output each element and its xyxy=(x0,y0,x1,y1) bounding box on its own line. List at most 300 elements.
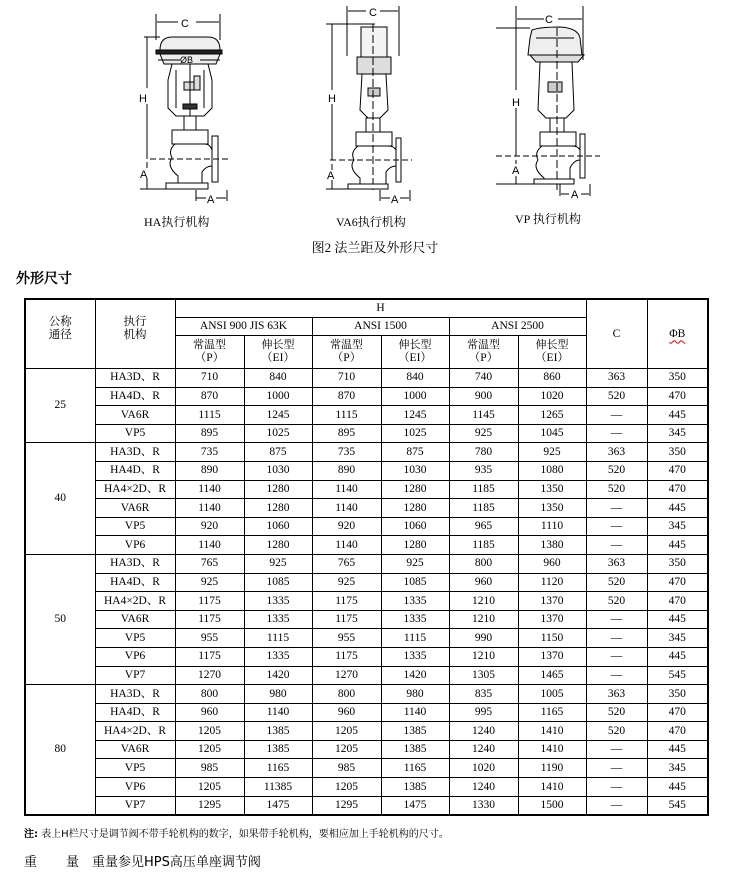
va6-actuator-drawing-icon xyxy=(326,6,412,206)
h-ansi2500-ei-cell: 960 xyxy=(518,554,586,573)
h-ansi900-ei-cell: 1280 xyxy=(244,499,312,518)
h-ansi1500-ei-cell: 1115 xyxy=(381,629,449,648)
h-ansi2500-p-cell: 1240 xyxy=(449,740,518,759)
phi-b-cell: 545 xyxy=(647,666,708,685)
h-ansi2500-p-cell: 1210 xyxy=(449,610,518,629)
header-c: C xyxy=(586,299,647,369)
actuator-cell: HA4D、R xyxy=(95,461,175,480)
table-row xyxy=(25,517,708,536)
table-row xyxy=(25,759,708,778)
h-ansi1500-p-cell: 1205 xyxy=(312,778,381,797)
h-ansi900-p-cell: 960 xyxy=(175,703,244,722)
h-ansi2500-p-cell: 1210 xyxy=(449,592,518,611)
weight-line xyxy=(24,851,261,870)
c-cell: 520 xyxy=(586,387,647,406)
h-ansi1500-ei-cell: 1335 xyxy=(381,592,449,611)
header-phi-b xyxy=(647,299,708,369)
vp-actuator-drawing-icon xyxy=(496,6,600,201)
c-cell: — xyxy=(586,610,647,629)
h-ansi2500-ei-cell: 1020 xyxy=(518,387,586,406)
h-ansi900-ei-cell: 840 xyxy=(244,369,312,388)
h-ansi1500-p-cell: 710 xyxy=(312,369,381,388)
h-ansi900-p-cell: 985 xyxy=(175,759,244,778)
h-ansi900-p-cell: 710 xyxy=(175,369,244,388)
c-cell: — xyxy=(586,536,647,555)
h-ansi2500-ei-cell: 1370 xyxy=(518,647,586,666)
h-ansi900-ei-cell: 1335 xyxy=(244,610,312,629)
table-row xyxy=(25,778,708,797)
svg-text:A: A xyxy=(391,194,399,206)
h-ansi2500-p-cell: 1240 xyxy=(449,722,518,741)
phi-b-cell: 445 xyxy=(647,536,708,555)
h-ansi2500-p-cell: 1185 xyxy=(449,499,518,518)
h-ansi900-ei-cell: 1025 xyxy=(244,424,312,443)
h-ansi900-p-cell: 895 xyxy=(175,424,244,443)
h-ansi1500-ei-cell: 1280 xyxy=(381,536,449,555)
h-ansi1500-ei-cell: 1420 xyxy=(381,666,449,685)
table-row xyxy=(25,554,708,573)
section-title: 外形尺寸 xyxy=(16,271,72,287)
h-ansi1500-ei-cell: 1280 xyxy=(381,499,449,518)
h-ansi1500-p-cell: 1205 xyxy=(312,740,381,759)
header-group-ansi2500: ANSI 2500 xyxy=(449,318,586,336)
actuator-cell: VP6 xyxy=(95,536,175,555)
h-ansi2500-p-cell: 935 xyxy=(449,461,518,480)
h-ansi900-p-cell: 920 xyxy=(175,517,244,536)
table-row xyxy=(25,387,708,406)
table-row xyxy=(25,610,708,629)
table-row xyxy=(25,424,708,443)
actuator-cell: HA4×2D、R xyxy=(95,592,175,611)
phi-b-cell: 470 xyxy=(647,592,708,611)
phi-b-cell: 470 xyxy=(647,480,708,499)
header-sub xyxy=(312,336,381,369)
ha-actuator-label: HA执行机构 xyxy=(144,215,210,229)
h-ansi2500-p-cell: 960 xyxy=(449,573,518,592)
h-ansi900-p-cell: 1175 xyxy=(175,610,244,629)
svg-text:C: C xyxy=(545,14,553,26)
h-ansi2500-ei-cell: 1005 xyxy=(518,685,586,704)
table-row xyxy=(25,369,708,388)
actuator-cell: VP7 xyxy=(95,796,175,815)
h-ansi900-p-cell: 1175 xyxy=(175,592,244,611)
svg-text:A: A xyxy=(571,189,579,201)
h-ansi2500-p-cell: 1210 xyxy=(449,647,518,666)
header-sub-code: （P） xyxy=(468,352,499,364)
actuator-cell: VA6R xyxy=(95,740,175,759)
h-ansi2500-ei-cell: 1110 xyxy=(518,517,586,536)
h-ansi1500-p-cell: 1295 xyxy=(312,796,381,815)
header-group-ansi1500: ANSI 1500 xyxy=(312,318,449,336)
weight-text: 重量参见HPS高压单座调节阀 xyxy=(92,855,261,870)
h-ansi1500-p-cell: 1175 xyxy=(312,647,381,666)
header-actuator-line1: 执行 xyxy=(123,314,147,329)
h-ansi900-ei-cell: 925 xyxy=(244,554,312,573)
h-ansi2500-ei-cell: 1350 xyxy=(518,499,586,518)
header-sub xyxy=(449,336,518,369)
phi-b-cell: 345 xyxy=(647,517,708,536)
nominal-diameter-cell: 50 xyxy=(25,554,95,684)
header-sub-type: 伸长型 xyxy=(535,338,569,352)
h-ansi900-ei-cell: 1475 xyxy=(244,796,312,815)
h-ansi2500-p-cell: 995 xyxy=(449,703,518,722)
header-actuator-line2: 机构 xyxy=(123,326,147,341)
actuator-cell: VP6 xyxy=(95,778,175,797)
phi-b-cell: 350 xyxy=(647,443,708,462)
c-cell: — xyxy=(586,796,647,815)
svg-text:H: H xyxy=(139,93,147,105)
h-ansi2500-ei-cell: 1370 xyxy=(518,592,586,611)
header-sub-code: （P） xyxy=(331,352,362,364)
svg-text:C: C xyxy=(369,7,377,19)
header-sub-type: 常温型 xyxy=(330,338,363,352)
actuator-cell: HA3D、R xyxy=(95,369,175,388)
c-cell: 363 xyxy=(586,685,647,704)
svg-text:ØB: ØB xyxy=(180,55,194,65)
valve-figure xyxy=(0,0,750,260)
h-ansi1500-p-cell: 925 xyxy=(312,573,381,592)
table-row xyxy=(25,480,708,499)
header-h: H xyxy=(175,299,586,318)
phi-b-cell: 345 xyxy=(647,424,708,443)
h-ansi900-p-cell: 800 xyxy=(175,685,244,704)
h-ansi2500-ei-cell: 1410 xyxy=(518,740,586,759)
h-ansi900-p-cell: 890 xyxy=(175,461,244,480)
header-sub-type: 伸长型 xyxy=(398,338,432,352)
h-ansi1500-p-cell: 985 xyxy=(312,759,381,778)
h-ansi2500-ei-cell: 1380 xyxy=(518,536,586,555)
c-cell: 363 xyxy=(586,554,647,573)
h-ansi900-p-cell: 1140 xyxy=(175,536,244,555)
c-cell: — xyxy=(586,740,647,759)
table-row xyxy=(25,461,708,480)
phi-b-cell: 445 xyxy=(647,406,708,425)
h-ansi900-p-cell: 1205 xyxy=(175,740,244,759)
phi-b-cell: 470 xyxy=(647,703,708,722)
actuator-cell: VA6R xyxy=(95,406,175,425)
header-group-ansi900: ANSI 900 JIS 63K xyxy=(175,318,312,336)
h-ansi900-ei-cell: 1385 xyxy=(244,740,312,759)
phi-b-cell: 345 xyxy=(647,629,708,648)
c-cell: 363 xyxy=(586,443,647,462)
h-ansi2500-p-cell: 740 xyxy=(449,369,518,388)
h-ansi1500-p-cell: 800 xyxy=(312,685,381,704)
header-sub xyxy=(244,336,312,369)
h-ansi900-p-cell: 1140 xyxy=(175,499,244,518)
h-ansi1500-ei-cell: 1385 xyxy=(381,778,449,797)
table-row xyxy=(25,685,708,704)
h-ansi1500-ei-cell: 980 xyxy=(381,685,449,704)
actuator-cell: HA4D、R xyxy=(95,573,175,592)
h-ansi2500-ei-cell: 1165 xyxy=(518,703,586,722)
h-ansi2500-ei-cell: 925 xyxy=(518,443,586,462)
h-ansi1500-ei-cell: 1000 xyxy=(381,387,449,406)
header-sub-type: 伸长型 xyxy=(261,338,295,352)
phi-b-cell: 350 xyxy=(647,685,708,704)
c-cell: 520 xyxy=(586,461,647,480)
h-ansi1500-p-cell: 920 xyxy=(312,517,381,536)
svg-text:A: A xyxy=(327,170,335,182)
c-cell: — xyxy=(586,629,647,648)
header-sub-code: （EI） xyxy=(398,352,432,364)
h-ansi900-p-cell: 925 xyxy=(175,573,244,592)
h-ansi900-ei-cell: 1280 xyxy=(244,480,312,499)
svg-text:A: A xyxy=(140,169,148,181)
h-ansi1500-p-cell: 960 xyxy=(312,703,381,722)
h-ansi2500-ei-cell: 1500 xyxy=(518,796,586,815)
h-ansi1500-p-cell: 1205 xyxy=(312,722,381,741)
h-ansi1500-p-cell: 1140 xyxy=(312,499,381,518)
h-ansi2500-ei-cell: 1410 xyxy=(518,722,586,741)
h-ansi900-p-cell: 1140 xyxy=(175,480,244,499)
h-ansi2500-p-cell: 1185 xyxy=(449,480,518,499)
actuator-cell: VP5 xyxy=(95,759,175,778)
actuator-cell: VA6R xyxy=(95,610,175,629)
header-nominal-diameter-line1: 公称 xyxy=(48,314,72,329)
phi-b-cell: 470 xyxy=(647,573,708,592)
h-ansi2500-ei-cell: 1265 xyxy=(518,406,586,425)
actuator-cell: HA4D、R xyxy=(95,703,175,722)
table-row xyxy=(25,796,708,815)
table-row xyxy=(25,573,708,592)
h-ansi2500-p-cell: 835 xyxy=(449,685,518,704)
h-ansi900-ei-cell: 980 xyxy=(244,685,312,704)
h-ansi1500-ei-cell: 1385 xyxy=(381,740,449,759)
h-ansi2500-ei-cell: 1150 xyxy=(518,629,586,648)
c-cell: 520 xyxy=(586,722,647,741)
c-cell: — xyxy=(586,666,647,685)
h-ansi2500-p-cell: 965 xyxy=(449,517,518,536)
c-cell: — xyxy=(586,647,647,666)
phi-b-cell: 445 xyxy=(647,740,708,759)
table-row xyxy=(25,499,708,518)
h-ansi2500-ei-cell: 1465 xyxy=(518,666,586,685)
phi-b-cell: 545 xyxy=(647,796,708,815)
h-ansi2500-ei-cell: 1190 xyxy=(518,759,586,778)
h-ansi900-ei-cell: 1030 xyxy=(244,461,312,480)
table-row xyxy=(25,443,708,462)
table-note xyxy=(24,825,449,840)
h-ansi1500-p-cell: 1140 xyxy=(312,480,381,499)
table-row xyxy=(25,536,708,555)
c-cell: 363 xyxy=(586,369,647,388)
header-nominal-diameter-line2: 通径 xyxy=(48,326,72,341)
c-cell: 520 xyxy=(586,480,647,499)
h-ansi900-ei-cell: 11385 xyxy=(244,778,312,797)
h-ansi900-ei-cell: 1280 xyxy=(244,536,312,555)
h-ansi1500-p-cell: 870 xyxy=(312,387,381,406)
h-ansi1500-ei-cell: 1280 xyxy=(381,480,449,499)
svg-text:H: H xyxy=(512,97,520,109)
phi-b-cell: 470 xyxy=(647,722,708,741)
h-ansi1500-ei-cell: 1245 xyxy=(381,406,449,425)
phi-b-cell: 470 xyxy=(647,461,708,480)
h-ansi1500-ei-cell: 1385 xyxy=(381,722,449,741)
header-sub-code: （EI） xyxy=(535,352,569,364)
h-ansi900-ei-cell: 1085 xyxy=(244,573,312,592)
h-ansi2500-p-cell: 1305 xyxy=(449,666,518,685)
actuator-cell: HA3D、R xyxy=(95,685,175,704)
actuator-cell: VP5 xyxy=(95,517,175,536)
header-sub xyxy=(175,336,244,369)
h-ansi2500-p-cell: 1240 xyxy=(449,778,518,797)
phi-b-cell: 445 xyxy=(647,778,708,797)
h-ansi900-ei-cell: 1060 xyxy=(244,517,312,536)
actuator-cell: HA4D、R xyxy=(95,387,175,406)
h-ansi2500-ei-cell: 1080 xyxy=(518,461,586,480)
h-ansi900-ei-cell: 1140 xyxy=(244,703,312,722)
actuator-cell: VP7 xyxy=(95,666,175,685)
weight-label-2: 量 xyxy=(66,855,80,870)
h-ansi2500-p-cell: 1145 xyxy=(449,406,518,425)
note-prefix: 注: xyxy=(24,829,38,840)
phi-b-cell: 345 xyxy=(647,759,708,778)
h-ansi900-ei-cell: 1115 xyxy=(244,629,312,648)
c-cell: — xyxy=(586,759,647,778)
table-row xyxy=(25,592,708,611)
h-ansi1500-ei-cell: 1085 xyxy=(381,573,449,592)
c-cell: 520 xyxy=(586,703,647,722)
h-ansi1500-ei-cell: 1025 xyxy=(381,424,449,443)
h-ansi900-p-cell: 1115 xyxy=(175,406,244,425)
note-text: 表上H栏尺寸是调节阀不带手轮机构的数字，如果带手轮机构，要相应加上手轮机构的尺寸。 xyxy=(41,829,449,840)
c-cell: — xyxy=(586,517,647,536)
h-ansi2500-p-cell: 925 xyxy=(449,424,518,443)
svg-text:H: H xyxy=(328,93,336,105)
h-ansi1500-p-cell: 955 xyxy=(312,629,381,648)
h-ansi1500-ei-cell: 1030 xyxy=(381,461,449,480)
svg-text:C: C xyxy=(181,18,189,30)
h-ansi900-ei-cell: 1385 xyxy=(244,722,312,741)
h-ansi1500-p-cell: 1175 xyxy=(312,610,381,629)
header-nominal-diameter xyxy=(25,299,95,369)
phi-b-cell: 445 xyxy=(647,610,708,629)
h-ansi900-p-cell: 1270 xyxy=(175,666,244,685)
h-ansi2500-ei-cell: 1350 xyxy=(518,480,586,499)
c-cell: — xyxy=(586,499,647,518)
nominal-diameter-cell: 80 xyxy=(25,685,95,816)
h-ansi1500-ei-cell: 875 xyxy=(381,443,449,462)
h-ansi1500-ei-cell: 925 xyxy=(381,554,449,573)
h-ansi2500-p-cell: 1020 xyxy=(449,759,518,778)
h-ansi1500-p-cell: 1175 xyxy=(312,592,381,611)
svg-text:A: A xyxy=(512,165,520,177)
actuator-cell: VP6 xyxy=(95,647,175,666)
h-ansi1500-ei-cell: 1335 xyxy=(381,610,449,629)
h-ansi1500-p-cell: 895 xyxy=(312,424,381,443)
h-ansi900-ei-cell: 1335 xyxy=(244,647,312,666)
va6-actuator-label: VA6执行机构 xyxy=(336,215,406,229)
header-sub-code: （P） xyxy=(194,352,225,364)
h-ansi900-p-cell: 1295 xyxy=(175,796,244,815)
dimensions-table-body xyxy=(25,369,708,816)
h-ansi1500-ei-cell: 1475 xyxy=(381,796,449,815)
h-ansi2500-ei-cell: 1370 xyxy=(518,610,586,629)
nominal-diameter-cell: 25 xyxy=(25,369,95,443)
h-ansi900-p-cell: 735 xyxy=(175,443,244,462)
svg-text:A: A xyxy=(207,194,215,206)
h-ansi2500-ei-cell: 1045 xyxy=(518,424,586,443)
actuator-cell: VP5 xyxy=(95,629,175,648)
nominal-diameter-cell: 40 xyxy=(25,443,95,555)
vp-actuator-label: VP 执行机构 xyxy=(515,212,581,226)
actuator-cell: VP5 xyxy=(95,424,175,443)
table-row xyxy=(25,406,708,425)
h-ansi900-ei-cell: 1000 xyxy=(244,387,312,406)
h-ansi2500-p-cell: 780 xyxy=(449,443,518,462)
h-ansi900-ei-cell: 1165 xyxy=(244,759,312,778)
header-sub-code: （EI） xyxy=(261,352,295,364)
h-ansi1500-p-cell: 765 xyxy=(312,554,381,573)
actuator-cell: HA3D、R xyxy=(95,443,175,462)
h-ansi900-p-cell: 765 xyxy=(175,554,244,573)
header-sub-type: 常温型 xyxy=(193,338,226,352)
h-ansi900-ei-cell: 1335 xyxy=(244,592,312,611)
h-ansi2500-p-cell: 900 xyxy=(449,387,518,406)
h-ansi2500-ei-cell: 1410 xyxy=(518,778,586,797)
c-cell: 520 xyxy=(586,573,647,592)
header-phi-b-text: ΦB xyxy=(669,327,686,340)
weight-label-1: 重 xyxy=(24,855,38,870)
h-ansi1500-ei-cell: 1335 xyxy=(381,647,449,666)
c-cell: — xyxy=(586,778,647,797)
h-ansi2500-ei-cell: 1120 xyxy=(518,573,586,592)
h-ansi1500-ei-cell: 840 xyxy=(381,369,449,388)
h-ansi900-p-cell: 955 xyxy=(175,629,244,648)
actuator-cell: VA6R xyxy=(95,499,175,518)
actuator-cell: HA4×2D、R xyxy=(95,722,175,741)
figure-caption: 图2 法兰距及外形尺寸 xyxy=(311,240,439,255)
h-ansi1500-p-cell: 1115 xyxy=(312,406,381,425)
h-ansi1500-p-cell: 735 xyxy=(312,443,381,462)
c-cell: — xyxy=(586,406,647,425)
table-row xyxy=(25,629,708,648)
phi-b-cell: 350 xyxy=(647,369,708,388)
phi-b-cell: 350 xyxy=(647,554,708,573)
h-ansi900-p-cell: 1205 xyxy=(175,722,244,741)
header-actuator xyxy=(95,299,175,369)
dimensions-table xyxy=(24,298,709,816)
phi-b-cell: 470 xyxy=(647,387,708,406)
header-sub xyxy=(518,336,586,369)
table-row xyxy=(25,666,708,685)
phi-b-cell: 445 xyxy=(647,647,708,666)
h-ansi2500-p-cell: 1330 xyxy=(449,796,518,815)
h-ansi2500-ei-cell: 860 xyxy=(518,369,586,388)
h-ansi900-p-cell: 1205 xyxy=(175,778,244,797)
h-ansi1500-p-cell: 1140 xyxy=(312,536,381,555)
phi-b-cell: 445 xyxy=(647,499,708,518)
h-ansi900-ei-cell: 875 xyxy=(244,443,312,462)
h-ansi1500-p-cell: 1270 xyxy=(312,666,381,685)
table-row xyxy=(25,722,708,741)
h-ansi1500-ei-cell: 1140 xyxy=(381,703,449,722)
h-ansi900-p-cell: 1175 xyxy=(175,647,244,666)
table-row xyxy=(25,703,708,722)
c-cell: 520 xyxy=(586,592,647,611)
h-ansi1500-ei-cell: 1165 xyxy=(381,759,449,778)
h-ansi900-ei-cell: 1245 xyxy=(244,406,312,425)
table-row xyxy=(25,740,708,759)
actuator-cell: HA3D、R xyxy=(95,554,175,573)
actuator-cell: HA4×2D、R xyxy=(95,480,175,499)
header-sub-type: 常温型 xyxy=(467,338,500,352)
ha-actuator-drawing-icon xyxy=(139,14,230,206)
h-ansi900-ei-cell: 1420 xyxy=(244,666,312,685)
h-ansi2500-p-cell: 1185 xyxy=(449,536,518,555)
h-ansi2500-p-cell: 800 xyxy=(449,554,518,573)
h-ansi1500-ei-cell: 1060 xyxy=(381,517,449,536)
